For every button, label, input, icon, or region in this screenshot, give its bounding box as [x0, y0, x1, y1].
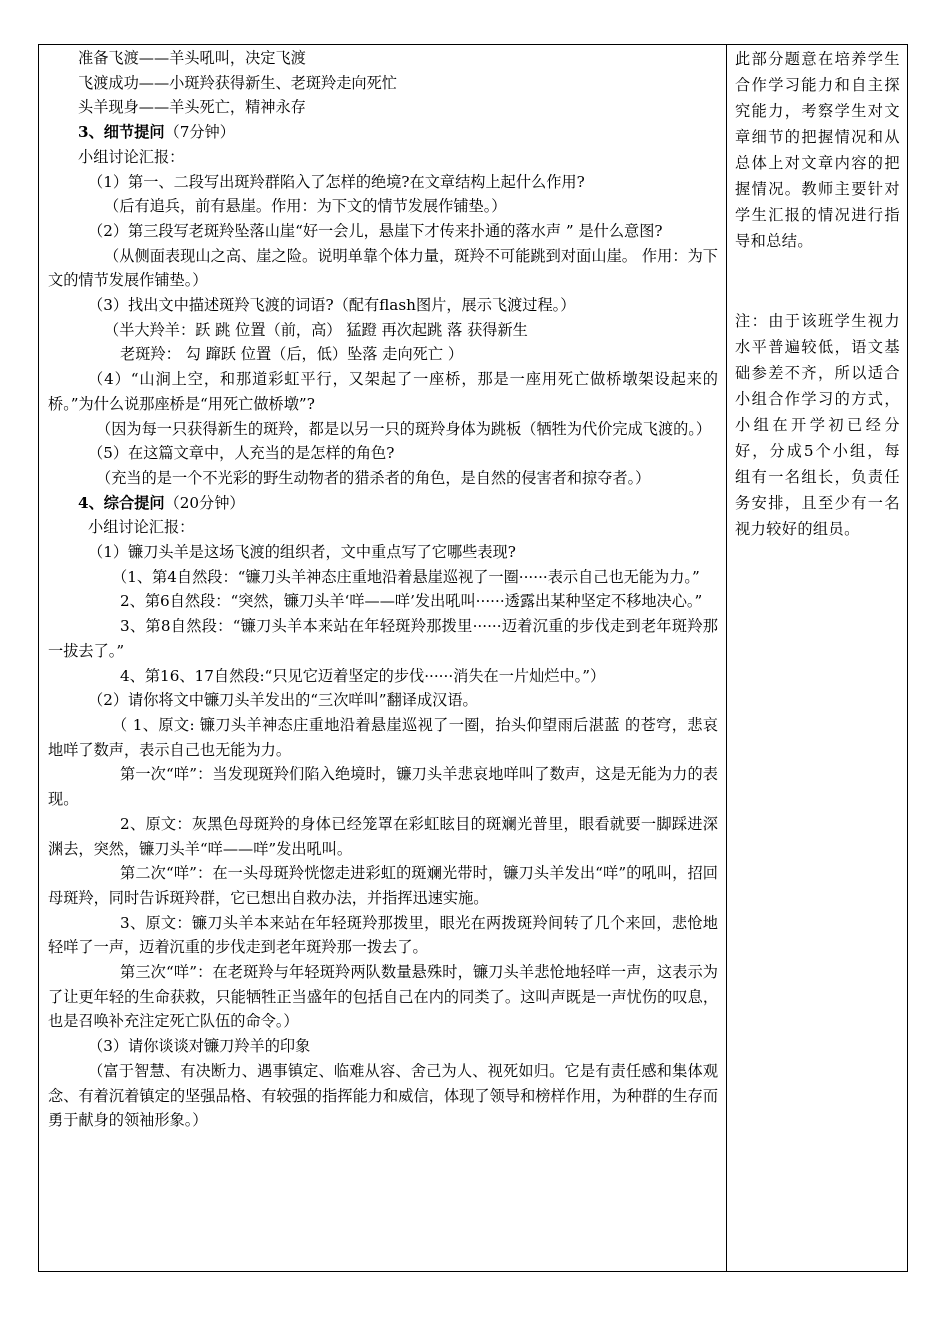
section-heading [48, 120, 718, 145]
text-line: 4、第16、17自然段:“只见它迈着坚定的步伐······消失在一片灿烂中。”） [120, 666, 606, 685]
text-line: （5）在这篇文章中，人充当的是怎样的角色? [88, 444, 395, 463]
text-line: 2、第6自然段：“突然，镰刀头羊‘咩——咩’发出吼叫······透露出某种坚定不移地决心。” [120, 592, 703, 611]
text-line: （后有追兵，前有悬崖。作用：为下文的情节发展作铺垫。） [104, 197, 507, 216]
side-note-intent: 此部分题意在培养学生合作学习能力和自主探究能力，考察学生对文章细节的把握情况和从总体上对文章内容的把握情况。教师主要针对学生汇报的情况进行指导和总结。 [735, 50, 900, 250]
text-line: 头羊现身——羊头死亡，精神永存 [78, 98, 306, 117]
text-line: （ 1、原文: 镰刀头羊神态庄重地沿着悬崖巡视了一圈，抬头仰望雨后湛蓝 的苍穹，悲哀地咩了数声，表示自己也无能为力。 [48, 715, 718, 759]
text-line: （1）第一、二段写出斑羚群陷入了怎样的绝境?在文章结构上起什么作用? [88, 172, 585, 191]
text-line: （1、第4自然段：“镰刀头羊神态庄重地沿着悬崖巡视了一圈······表示自己也无能为力。” [112, 567, 700, 586]
text-line: （2）第三段写老斑羚坠落山崖“好一会儿，悬崖下才传来扑通的落水声 ” 是什么意图? [88, 221, 663, 240]
side-spacer [735, 254, 900, 308]
text-line: （半大羚羊：跃 跳 位置（前，高） 猛蹬 再次起跳 落 获得新生 [104, 320, 528, 339]
text-line: 小组讨论汇报： [78, 147, 185, 166]
column-divider [726, 44, 727, 1272]
side-note-grouping: 注：由于该班学生视力水平普遍较低，语文基础参差不齐，所以适合小组合作学习的方式，小组在开学初已经分好，分成5个小组，每组有一名组长，负责任务安排，且至少有一名视力较好的组员。 [735, 312, 900, 538]
text-line: 3、原文：镰刀头羊本来站在年轻斑羚那拨里，眼光在两拨斑羚间转了几个来回，悲怆地轻咩了一声，迈着沉重的步伐走到老年斑羚那一拨去了。 [48, 913, 718, 957]
text-line: 飞渡成功——小斑羚获得新生、老斑羚走向死忙 [78, 73, 397, 92]
text-line: 2、原文：灰黑色母斑羚的身体已经笼罩在彩虹眩目的斑斓光普里，眼看就要一脚踩进深渊去，突然，镰刀头羊“咩——咩”发出吼叫。 [48, 814, 718, 858]
section-heading-title: 4、综合提问 [78, 493, 165, 512]
text-line: 3、第8自然段：“镰刀头羊本来站在年轻斑羚那拨里······迈着沉重的步伐走到老年斑羚那一拔去了。” [48, 617, 718, 660]
text-line: 小组讨论汇报： [88, 518, 195, 537]
text-line: 第三次“咩”：在老斑羚与年轻斑羚两队数量悬殊时，镰刀头羊悲怆地轻咩一声，这表示为了让更年轻的生命获救，只能牺牲正当盛年的包括自己在内的同类了。这叫声既是一声忧伤的叹息，也是召唤补充注定死亡队伍的命令。） [48, 963, 718, 1031]
text-line: 准备飞渡——羊头吼叫，决定飞渡 [78, 49, 306, 67]
section-heading-time: （20分钟） [164, 493, 245, 512]
text-line: （富于智慧、有决断力、遇事镇定、临难从容、舍己为人、视死如归。它是有责任感和集体观念、有着沉着镇定的坚强品格、有较强的指挥能力和威信，体现了领导和榜样作用，为种群的生存而勇于献身的领袖形象。） [48, 1061, 718, 1130]
text-line: （4）“山涧上空，和那道彩虹平行，又架起了一座桥，那是一座用死亡做桥墩架设起来的桥。”为什么说那座桥是“用死亡做桥墩”? [48, 370, 718, 413]
text-line: （因为每一只获得新生的斑羚，都是以另一只的斑羚身体为跳板（牺牲为代价完成飞渡的。） [96, 419, 712, 438]
section-heading-time: （7分钟） [164, 123, 235, 142]
text-line: （1）镰刀头羊是这场飞渡的组织者，文中重点写了它哪些表现? [88, 543, 516, 562]
text-line: （2）请你将文中镰刀头羊发出的“三次咩叫”翻译成汉语。 [88, 691, 478, 710]
side-column [735, 46, 900, 542]
text-line: （3）找出文中描述斑羚飞渡的词语?（配有flash图片，展示飞渡过程。） [88, 296, 576, 315]
section-heading-title: 3、细节提问 [78, 123, 165, 142]
text-line: （3）请你谈谈对镰刀羚羊的印象 [88, 1037, 311, 1056]
main-column [48, 46, 718, 1133]
section-heading [48, 491, 718, 516]
text-line: 第一次“咩”：当发现斑羚们陷入绝境时，镰刀头羊悲哀地咩叫了数声，这是无能为力的表现。 [48, 765, 718, 809]
text-line: 老斑羚： 勾 蹿跃 位置（后，低）坠落 走向死亡 ） [120, 345, 464, 364]
text-line: 第二次“咩”：在一头母斑羚恍惚走进彩虹的斑斓光带时，镰刀头羊发出“咩”的吼叫，招回母斑羚，同时告诉斑羚群，它已想出自救办法，并指挥迅速实施。 [48, 864, 718, 907]
text-line: （从侧面表现山之高、崖之险。说明单靠个体力量，斑羚不可能跳到对面山崖。 作用：为下文的情节发展作铺垫。） [48, 246, 718, 290]
text-line: （充当的是一个不光彩的野生动物者的猎杀者的角色，是自然的侵害者和掠夺者。） [96, 468, 651, 487]
